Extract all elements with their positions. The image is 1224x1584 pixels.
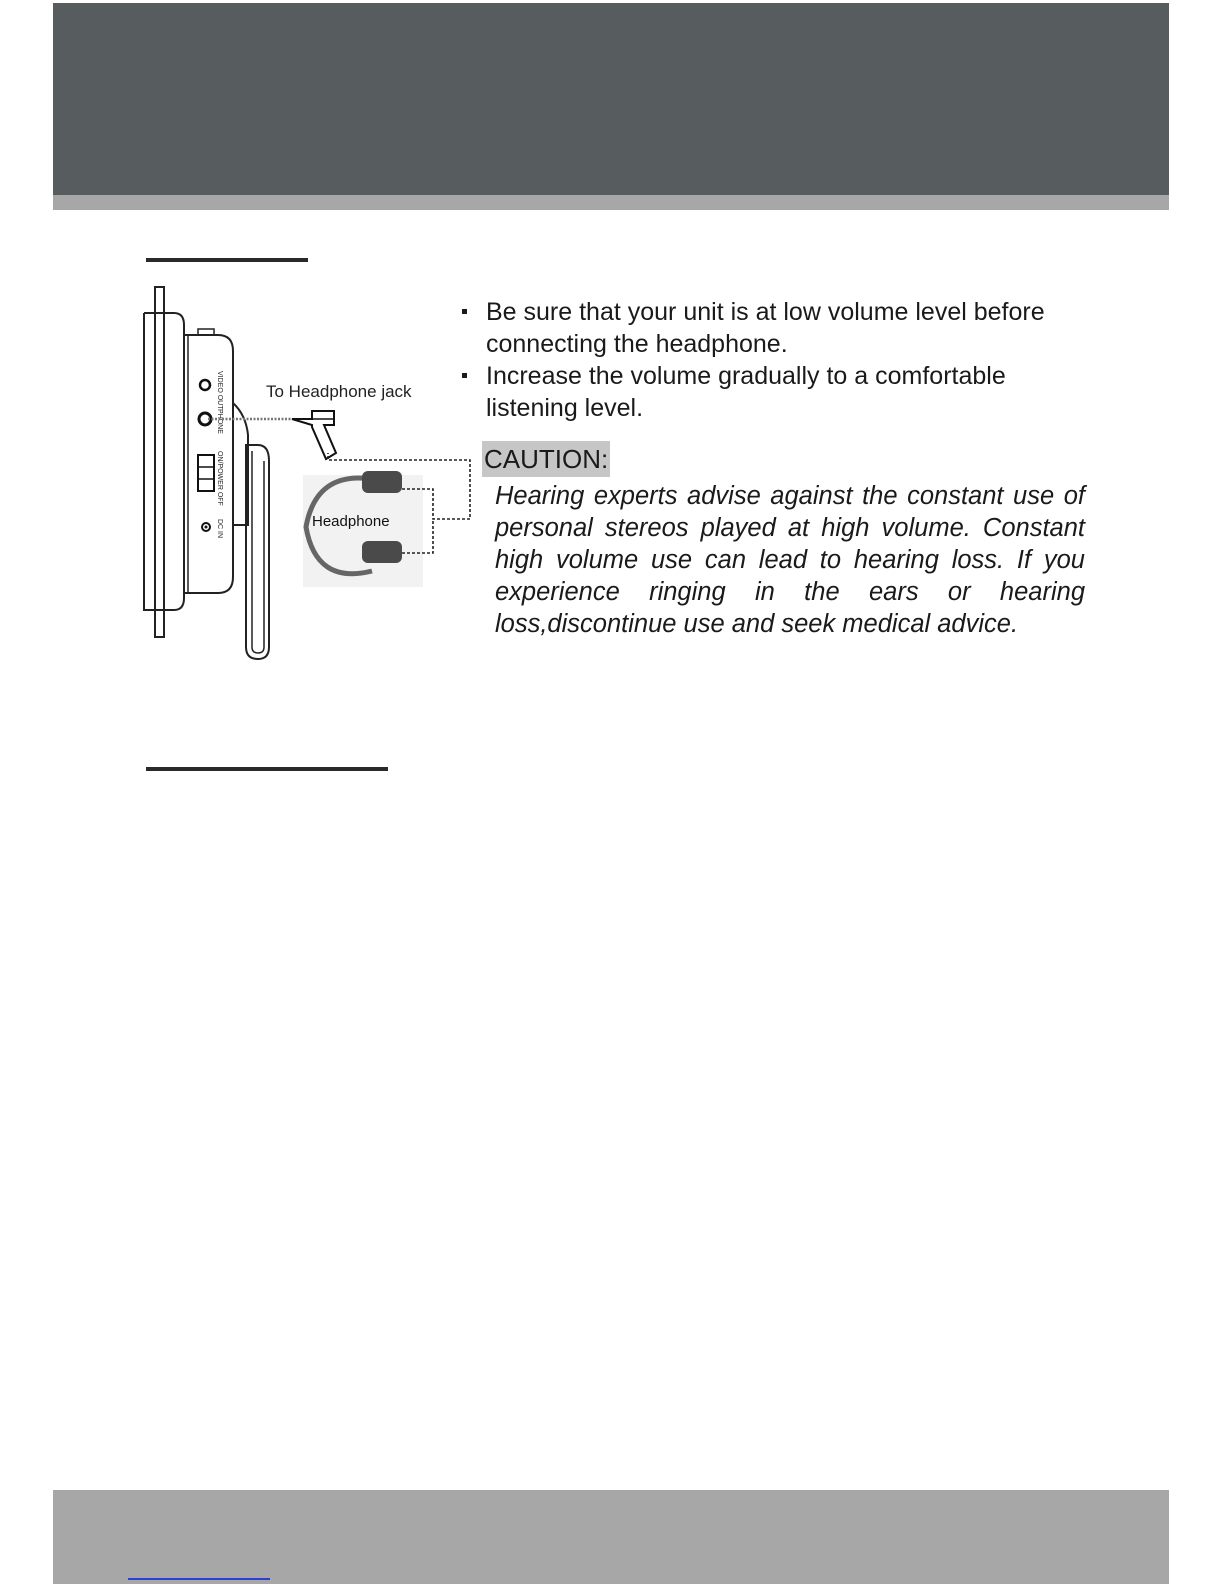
power-switch: [198, 455, 214, 491]
headphone-cup-bottom: [362, 541, 402, 563]
port-label-video-out: VIDEO OUT: [216, 371, 223, 410]
instruction-list: [458, 296, 1098, 424]
list-item: [458, 360, 1098, 424]
device-panel: [155, 287, 164, 637]
footer-band: [53, 1490, 1169, 1584]
instruction-text: Be sure that your unit is at low volume level before connecting the headphone.: [486, 298, 1045, 358]
caution-text: Hearing experts advise against the constant use of personal stereos played at high volume. Constant high volume use can lead to hearing loss. If you experience ringing in the ears or hearing loss,discontinue use and seek medical advice.: [495, 482, 1085, 638]
footer-link[interactable]: [128, 1578, 270, 1580]
device-body: [184, 335, 233, 593]
port-label-phone: PHONE: [216, 409, 223, 434]
header-stripe: [53, 195, 1169, 210]
instruction-text: Increase the volume gradually to a comfortable listening level.: [486, 362, 1006, 422]
video-out-port: [200, 380, 210, 390]
caution-label: CAUTION:: [482, 441, 610, 477]
headphone-connection-diagram: [140, 285, 480, 670]
list-item: [458, 296, 1098, 360]
section-rule-1: [146, 258, 308, 262]
section-rule-2: [146, 767, 388, 771]
bullet-icon: [462, 373, 467, 378]
headphone-cup-top: [362, 471, 402, 493]
to-headphone-jack-label: To Headphone jack: [266, 382, 412, 401]
port-label-power: ON/POWER OFF: [216, 451, 223, 506]
headphone-plug: [292, 411, 336, 459]
header-band: [53, 3, 1169, 195]
port-label-dc-in: DC IN: [216, 519, 223, 539]
bullet-icon: [462, 309, 467, 314]
headphone-label: Headphone: [312, 513, 390, 530]
